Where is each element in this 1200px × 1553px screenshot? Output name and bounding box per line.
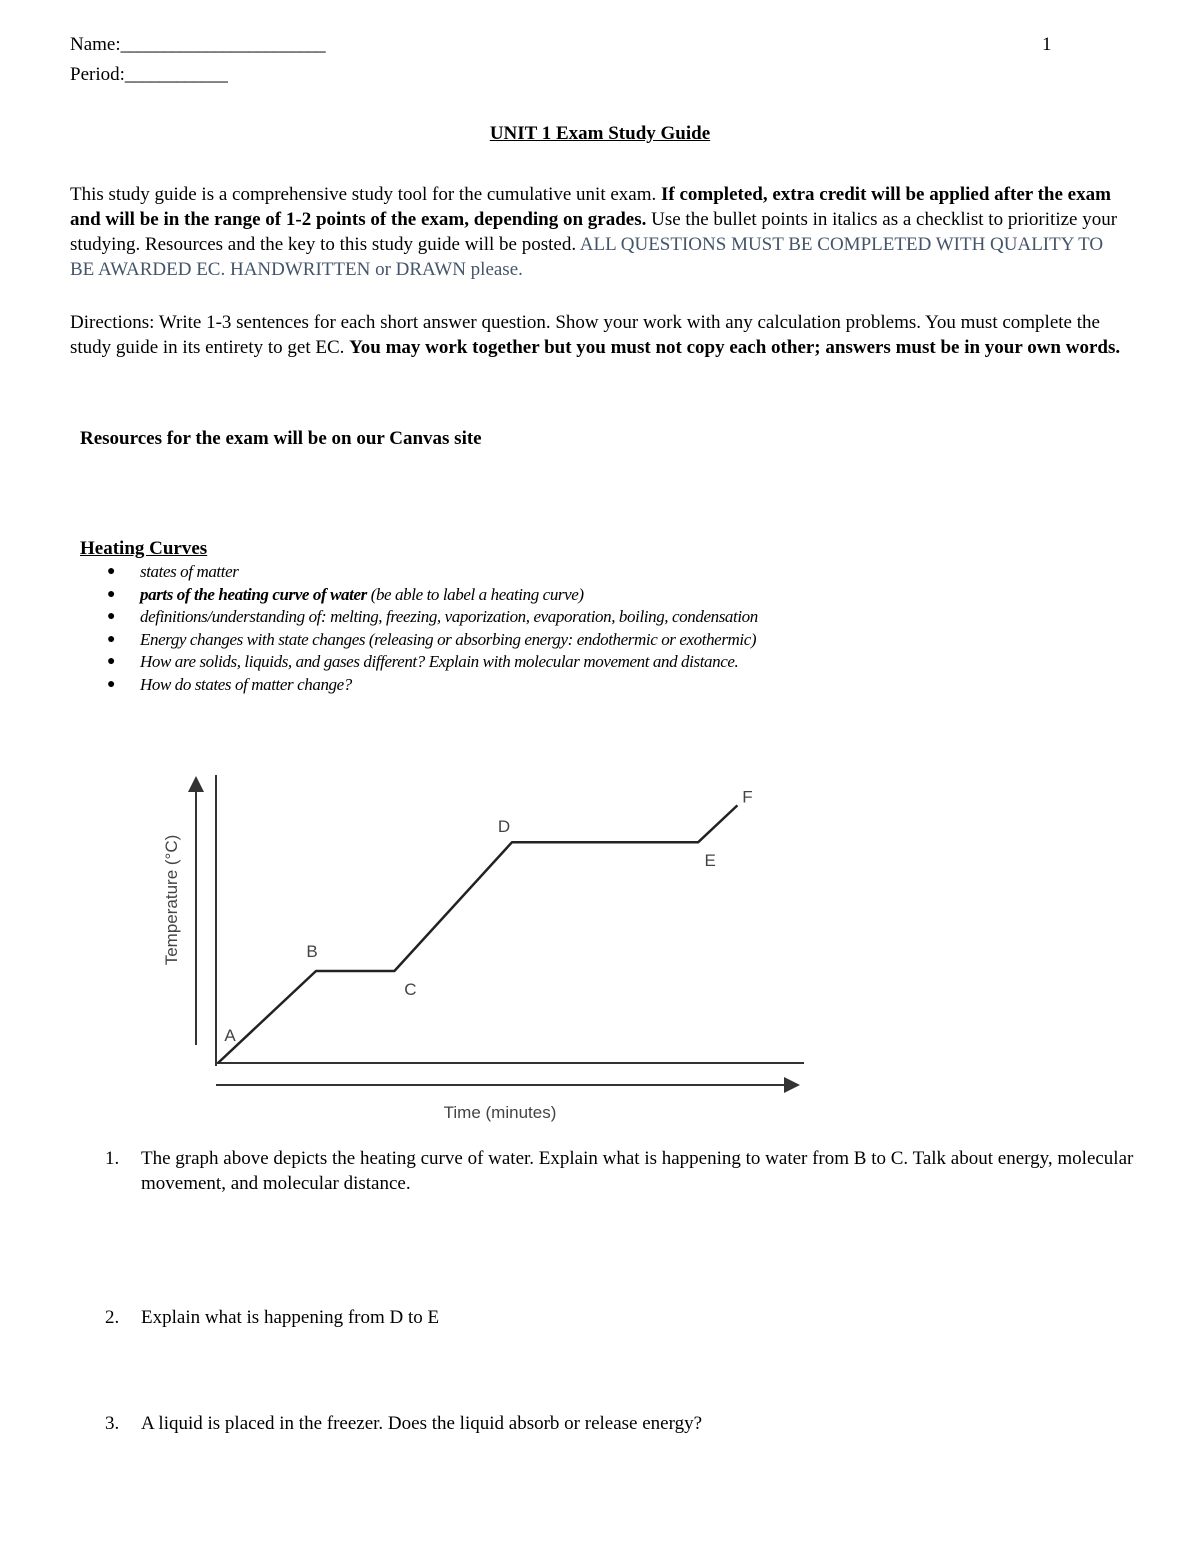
intro-bold-text: If completed, extra credit will be applied after the exam and will be in the range of 1-2 points of the exam, depending on grades. — [70, 184, 1111, 230]
bullet-text: How are solids, liquids, and gases different? Explain with molecular movement and distance. — [140, 652, 739, 671]
question-3 — [105, 1411, 1135, 1436]
page-title: UNIT 1 Exam Study Guide — [489, 123, 711, 144]
section-heading: Heating Curves — [80, 538, 208, 559]
heating-curve-line — [218, 805, 737, 1063]
point-label-c: C — [404, 980, 417, 999]
point-label-a: A — [224, 1026, 236, 1045]
intro-text-2: Use the bullet points in italics as a checklist to prioritize your studying. Resources and the key to this study guide will be posted. — [70, 209, 1118, 255]
bullet-icon: ● — [107, 609, 116, 624]
bullet-text: definitions/understanding of: melting, freezing, vaporization, evaporation, boiling, condensation — [140, 607, 758, 626]
point-label-f: F — [742, 787, 753, 807]
period-label: Period: — [70, 64, 125, 85]
bullet-text: How do states of matter change? — [140, 674, 352, 694]
bullet-icon: ● — [107, 654, 116, 669]
intro-colored-text: ALL QUESTIONS MUST BE COMPLETED WITH QUALITY TO BE AWARDED EC. HANDWRITTEN or DRAWN please. — [70, 234, 1104, 280]
directions-text: Directions: Write 1-3 sentences for each short answer question. Show your work with any calculation problems. You must complete the study guide in its entirety to get EC. — [70, 312, 1100, 358]
x-axis-label: Time (minutes) — [443, 1103, 557, 1122]
bullet-text: Energy changes with state changes (releasing or absorbing energy: endothermic or exothermic) — [140, 629, 757, 649]
bullet-text: (be able to label a heating curve) — [366, 584, 584, 604]
page-number: 1 — [1042, 34, 1052, 55]
point-label-b: B — [306, 942, 318, 961]
question-text: A liquid is placed in the freezer. Does the liquid absorb or release energy? — [141, 1413, 703, 1434]
directions-bold-text: You may work together but you must not copy each other; answers must be in your own words. — [349, 337, 1121, 358]
bullet-icon: ● — [107, 586, 116, 602]
question-2 — [105, 1305, 1135, 1330]
y-axis-label: Temperature (°C) — [162, 834, 181, 966]
bullet-text: states of matter — [140, 562, 239, 581]
point-label-e: E — [704, 851, 716, 871]
intro-text-1: This study guide is a comprehensive study tool for the cumulative unit exam. — [70, 184, 661, 205]
question-text: The graph above depicts the heating curve of water. Explain what is happening to water from B to C. Talk about energy, molecular movement, and molecular distance. — [141, 1148, 1134, 1194]
question-number: 1. — [105, 1148, 120, 1169]
bullet-icon: ● — [107, 676, 116, 692]
question-number: 2. — [105, 1307, 120, 1328]
period-blank: ____________ — [124, 64, 227, 85]
question-text: Explain what is happening from D to E — [141, 1307, 440, 1328]
resources-note: Resources for the exam will be on our Canvas site — [80, 428, 482, 449]
name-label: Name: — [70, 34, 121, 55]
bullet-icon: ● — [107, 631, 116, 647]
question-number: 3. — [105, 1413, 120, 1434]
point-label-d: D — [497, 817, 511, 837]
bullet-bold-text: parts of the heating curve of water — [140, 584, 367, 604]
bullet-icon: ● — [107, 564, 116, 579]
question-1 — [105, 1146, 1135, 1196]
name-blank: ________________________ — [120, 34, 325, 55]
